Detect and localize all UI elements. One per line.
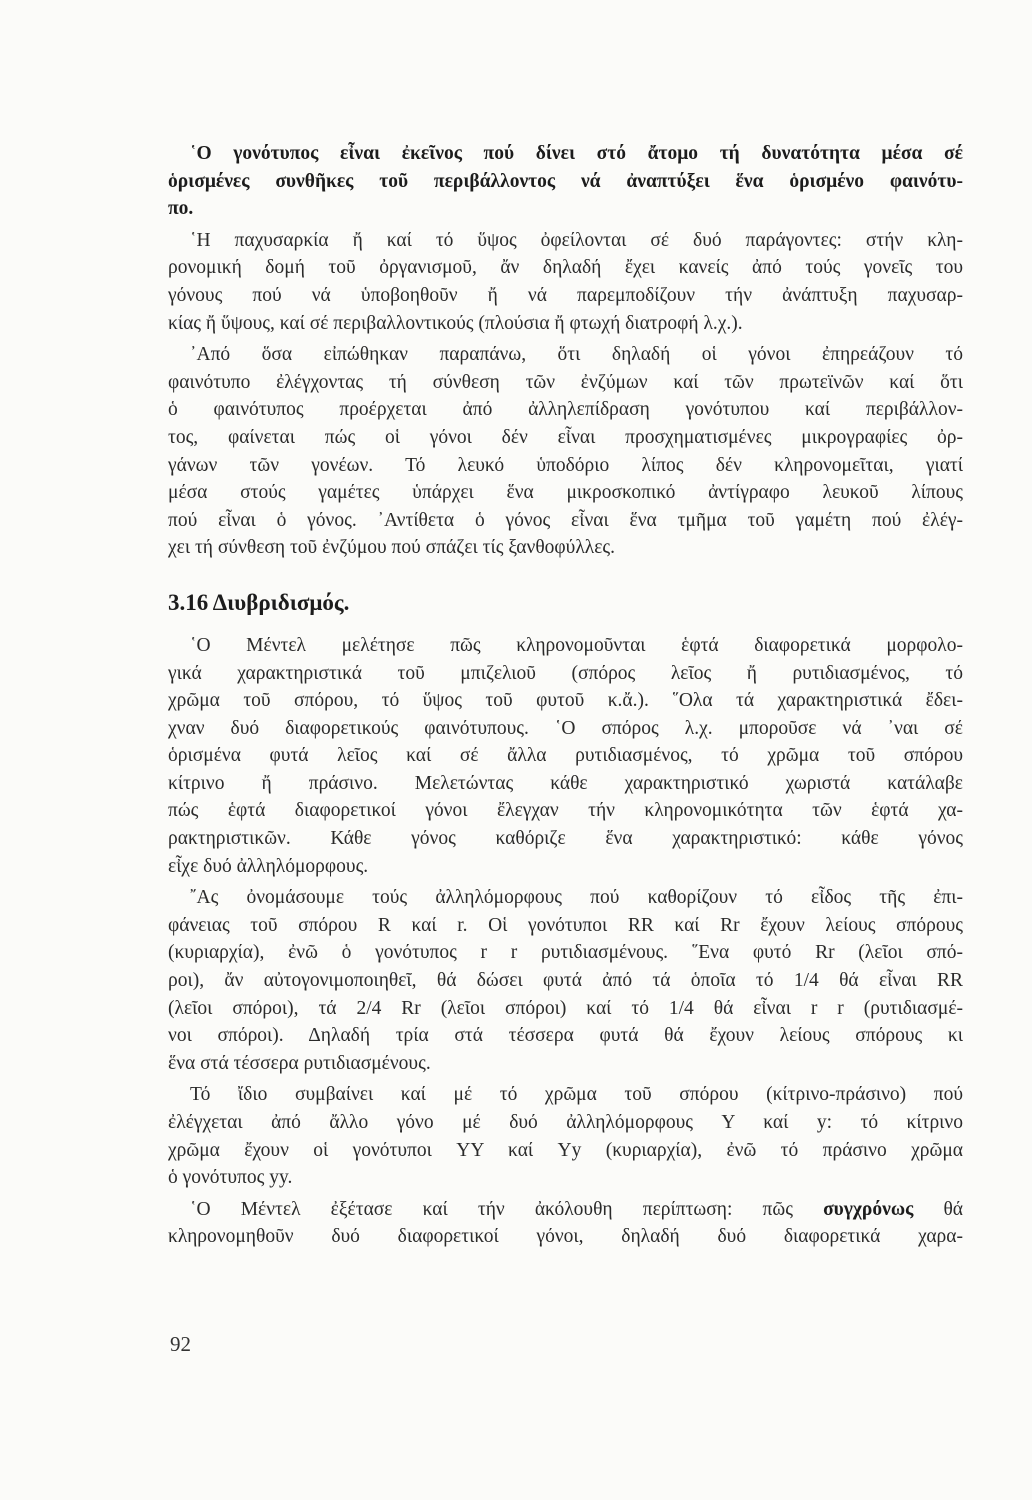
text-line: κίας ἤ ὕψους, καί σέ περιβαλλοντικούς (πλούσια ἤ φτωχή διατροφή λ.χ.). — [168, 312, 743, 334]
text-line: ῾Ο Μέντελ μελέτησε πῶς κληρονομοῦνται ἑφτά διαφορετικά μορφολο- — [190, 634, 963, 656]
text-line: ρονομική δομή τοῦ ὀργανισμοῦ, ἄν δηλαδή ἔχει κανείς ἀπό τούς γονεῖς του — [168, 257, 963, 279]
paragraph-mendel-traits — [168, 632, 963, 880]
text-line: Τό ἴδιο συμβαίνει καί μέ τό χρῶμα τοῦ σπόρου (κίτρινο-πράσινο) πού — [190, 1084, 963, 1106]
text-line: ἕνα στά τέσσερα ρυτιδιασμένους. — [168, 1052, 431, 1074]
text-line: ῾Ο γονότυπος εἶναι ἐκεῖνος πού δίνει στό ἄτομο τή δυνατότητα μέσα σέ — [190, 143, 963, 164]
text-line: μέσα στούς γαμέτες ὑπάρχει ἕνα μικροσκοπικό ἀντίγραφο λευκοῦ λίπους — [168, 482, 963, 504]
text-line: πο. — [168, 198, 194, 220]
text-line: (κυριαρχία), ἐνῶ ὁ γονότυπος r r ρυτιδιασμένους. ῞Ενα φυτό Rr (λεῖοι σπό- — [168, 942, 963, 964]
text-line: γάνων τῶν γονέων. Τό λευκό ὑποδόριο λίπος δέν κληρονομεῖται, γιατί — [168, 454, 963, 476]
paragraph-alleles-r — [168, 884, 963, 1077]
paragraph-genotype-definition — [168, 140, 963, 223]
text-line: ροι), ἄν αὐτογονιμοποιηθεῖ, θά δώσει φυτά ἀπό τά ὁποῖα τό 1/4 θά εἶναι RR — [168, 970, 963, 992]
text-line: τος, φαίνεται πώς οἱ γόνοι δέν εἶναι προσχηματισμένες μικρογραφίες ὀρ- — [168, 426, 963, 448]
section-heading: 3.16 Διυβριδισμός. — [168, 589, 350, 615]
text-segment: ῾Ο Μέντελ ἐξέτασε καί τήν ἀκόλουθη περίπτωση: πῶς — [190, 1198, 824, 1220]
text-line: πού εἶναι ὁ γόνος. ᾽Αντίθετα ὁ γόνος εἶναι ἕνα τμῆμα τοῦ γαμέτη πού ἐλέγ- — [168, 509, 963, 531]
text-line: ἐλέγχεται ἀπό ἄλλο γόνο μέ δυό ἀλληλόμορφους Y καί y: τό κίτρινο — [168, 1112, 963, 1133]
text-line: χναν δυό διαφορετικούς φαινότυπους. ῾Ο σπόρος λ.χ. μποροῦσε νά ᾽ναι σέ — [168, 717, 963, 739]
text-line: ρακτηριστικῶν. Κάθε γόνος καθόριζε ἕνα χαρακτηριστικό: κάθε γόνος — [168, 828, 963, 850]
text-line: ῎Ας ὀνομάσουμε τούς ἀλληλόμορφους πού καθορίζουν τό εἶδος τῆς ἐπι- — [190, 887, 963, 909]
paragraph-dihybrid — [168, 1196, 963, 1251]
text-line: χρῶμα τοῦ σπόρου, τό ὕψος τοῦ φυτοῦ κ.ἄ.). ῞Ολα τά χαρακτηριστικά ἔδει- — [168, 690, 963, 712]
text-line: εἶχε δυό ἀλληλόμορφους. — [168, 855, 369, 877]
text-line: χρῶμα ἔχουν οἱ γονότυποι YY καί Yy (κυριαρχία), ἐνῶ τό πράσινο χρῶμα — [168, 1139, 963, 1161]
paragraph-genes-phenotype — [168, 341, 963, 562]
text-line: χει τή σύνθεση τοῦ ἐνζύμου πού σπάζει τίς ξανθοφύλλες. — [168, 537, 616, 559]
book-page — [168, 140, 963, 1255]
text-line: κίτρινο ἤ πράσινο. Μελετώντας κάθε χαρακτηριστικό χωριστά κατάλαβε — [168, 772, 963, 794]
paragraph-seed-color — [168, 1081, 963, 1191]
text-line: ὁρισμένες συνθῆκες τοῦ περιβάλλοντος νά ἀναπτύξει ἕνα ὁρισμένο φαινότυ- — [168, 170, 963, 192]
text-line: ᾽Από ὅσα εἰπώθηκαν παραπάνω, ὅτι δηλαδή οἱ γόνοι ἐπηρεάζουν τό — [190, 344, 963, 366]
text-line: φάνειας τοῦ σπόρου R καί r. Οἱ γονότυποι RR καί Rr ἔχουν λείους σπόρους — [168, 914, 963, 936]
paragraph-obesity — [168, 227, 963, 337]
text-line: γικά χαρακτηριστικά τοῦ μπιζελιοῦ (σπόρος λεῖος ἤ ρυτιδιασμένος, τό — [168, 662, 963, 684]
text-line: γόνους πού νά ὑποβοηθοῦν ἤ νά παρεμποδίζουν τήν ἀνάπτυξη παχυσαρ- — [168, 284, 963, 306]
text-line: ὁ φαινότυπος προέρχεται ἀπό ἀλληλεπίδραση γονότυπου καί περιβάλλον- — [168, 399, 963, 421]
text-line: (λεῖοι σπόροι), τά 2/4 Rr (λεῖοι σπόροι) καί τό 1/4 θά εἶναι r r (ρυτιδιασμέ- — [168, 997, 963, 1019]
text-line: κληρονομηθοῦν δυό διαφορετικοί γόνοι, δηλαδή δυό διαφορετικά χαρα- — [168, 1226, 963, 1248]
emphasized-word: συγχρόνως — [823, 1198, 914, 1220]
text-line: φαινότυπο ἐλέγχοντας τή σύνθεση τῶν ἐνζύμων καί τῶν πρωτεϊνῶν καί ὅτι — [168, 371, 963, 393]
page-number: 92 — [170, 1332, 191, 1356]
text-line: ὁ γονότυπος yy. — [168, 1167, 293, 1189]
text-line — [168, 1196, 963, 1224]
text-line: ῾Η παχυσαρκία ἤ καί τό ὕψος ὀφείλονται σέ δυό παράγοντες: στήν κλη- — [190, 229, 963, 251]
text-line: πώς ἑφτά διαφορετικοί γόνοι ἔλεγχαν τήν κληρονομικότητα τῶν ἑφτά χα- — [168, 800, 963, 822]
text-segment: θά — [913, 1198, 963, 1220]
text-line: ὁρισμένα φυτά λεῖος καί σέ ἄλλα ρυτιδιασμένος, τό χρῶμα τοῦ σπόρου — [168, 745, 963, 767]
text-line: νοι σπόροι). Δηλαδή τρία στά τέσσερα φυτά θά ἔχουν λείους σπόρους κι — [168, 1025, 963, 1047]
